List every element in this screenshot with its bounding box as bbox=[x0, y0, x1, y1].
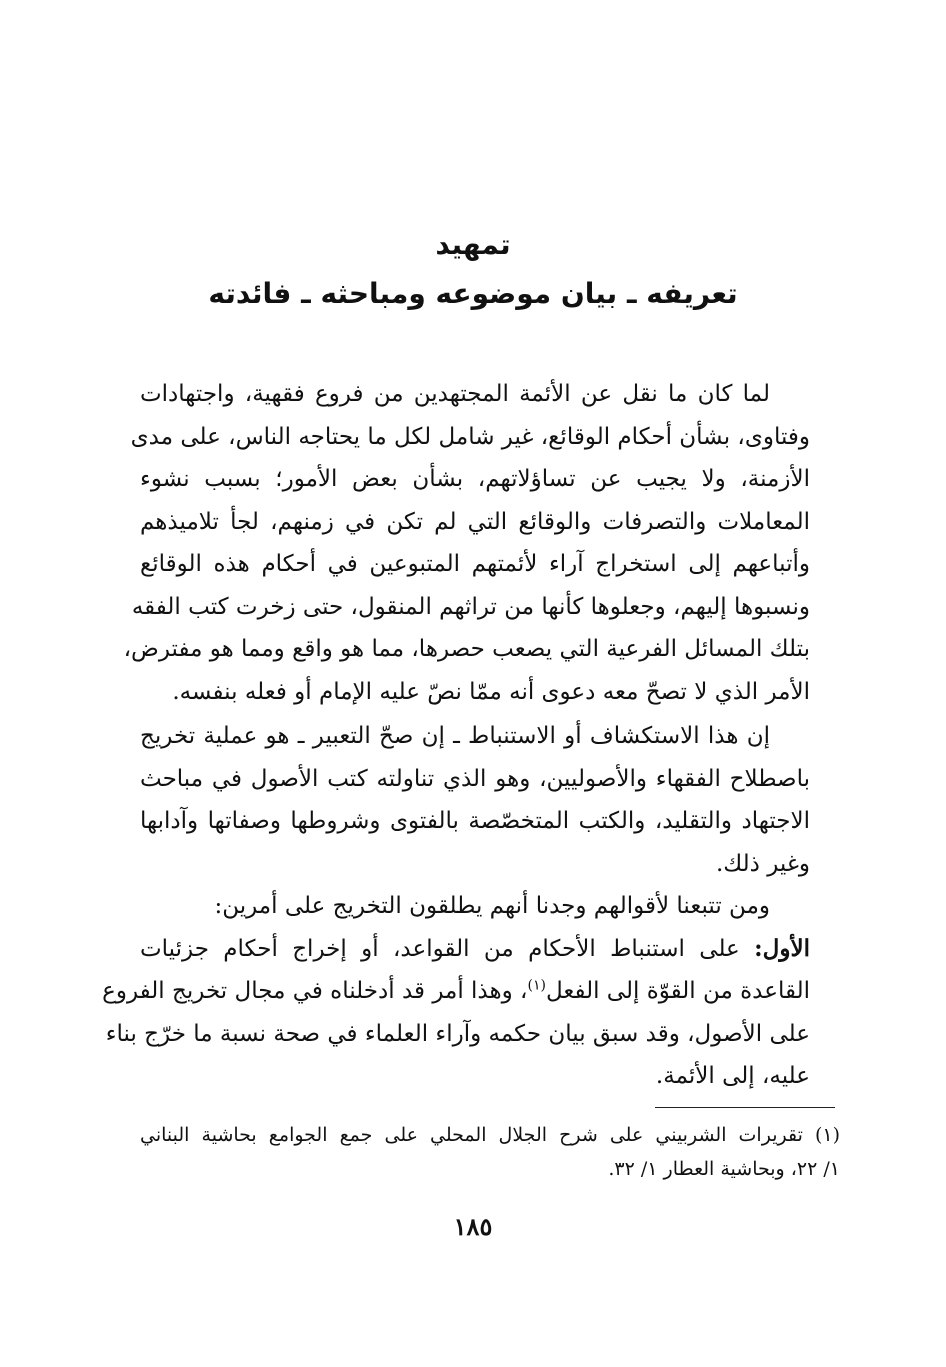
text-line: المعاملات والتصرفات والوقائع التي لم تكن في زمنهم، لجأ تلاميذهم bbox=[140, 508, 810, 535]
text-line: ومن تتبعنا لأقوالهم وجدنا أنهم يطلقون التخريج على أمرين: bbox=[214, 893, 770, 919]
paragraph-1 bbox=[123, 373, 810, 713]
text-line: وغير ذلك. bbox=[715, 850, 810, 877]
footnote-line: (١) تقريرات الشربيني على شرح الجلال المحلي على جمع الجوامع بحاشية البناني bbox=[140, 1124, 840, 1146]
text-line: ونسبوها إليهم، وجعلوها كأنها من تراثهم المنقول، حتى زخرت كتب الفقه bbox=[131, 593, 810, 620]
text-line: الأمر الذي لا تصحّ معه دعوى أنه ممّا نصّ عليه الإمام أو فعله بنفسه. bbox=[172, 678, 810, 705]
text-line: باصطلاح الفقهاء والأصوليين، وهو الذي تناولته كتب الأصول في مباحث bbox=[140, 765, 810, 792]
chapter-subtitle: تعريفه ـ بيان موضوعه ومباحثه ـ فائدته bbox=[208, 277, 738, 310]
text-segment: القاعدة من القوّة إلى الفعل bbox=[545, 978, 810, 1004]
first-term-label: الأول: bbox=[754, 934, 810, 962]
text-line: عليه، إلى الأئمة. bbox=[655, 1063, 810, 1089]
chapter-title: تمهيد bbox=[435, 228, 511, 261]
text-segment: ، وهذا أمر قد أدخلناه في مجال تخريج الفروع bbox=[102, 978, 528, 1004]
text-line: وفتاوى، بشأن أحكام الوقائع، غير شامل لكل ما يحتاجه الناس، على مدى bbox=[130, 423, 810, 450]
first-term-text: على استنباط الأحكام من القواعد، أو إخراج أحكام جزئيات bbox=[140, 935, 740, 962]
page-number: ١٨٥ bbox=[453, 1212, 493, 1241]
text-line: الأزمنة، ولا يجيب عن تساؤلاتهم، بشأن بعض الأمور؛ بسبب نشوء bbox=[140, 466, 810, 492]
footnote-line: ١/ ٢٢، وبحاشية العطار ١/ ٣٢. bbox=[608, 1158, 840, 1180]
text-line: إن هذا الاستكشاف أو الاستنباط ـ إن صحّ التعبير ـ هو عملية تخريج bbox=[140, 723, 770, 749]
text-line: على الأصول، وقد سبق بيان حكمه وآراء العلماء في صحة نسبة ما خرّج بناء bbox=[105, 1020, 810, 1047]
text-line: بتلك المسائل الفرعية التي يصعب حصرها، مما هو واقع ومما هو مفترض، bbox=[123, 636, 810, 662]
text-line bbox=[102, 970, 810, 1013]
footnote-reference: (١) bbox=[527, 977, 546, 994]
footnote bbox=[140, 1118, 840, 1186]
text-line: لما كان ما نقل عن الأئمة المجتهدين من فروع فقهية، واجتهادات bbox=[140, 381, 770, 407]
paragraph-3 bbox=[102, 885, 810, 1098]
paragraph-2 bbox=[140, 715, 810, 885]
text-line bbox=[140, 928, 810, 971]
text-line: الاجتهاد والتقليد، والكتب المتخصّصة بالفتوى وشروطها وصفاتها وآدابها bbox=[140, 808, 810, 834]
footnote-separator bbox=[655, 1107, 835, 1108]
text-line: وأتباعهم إلى استخراج آراء لأئمتهم المتبوعين في أحكام هذه الوقائع bbox=[140, 551, 810, 577]
